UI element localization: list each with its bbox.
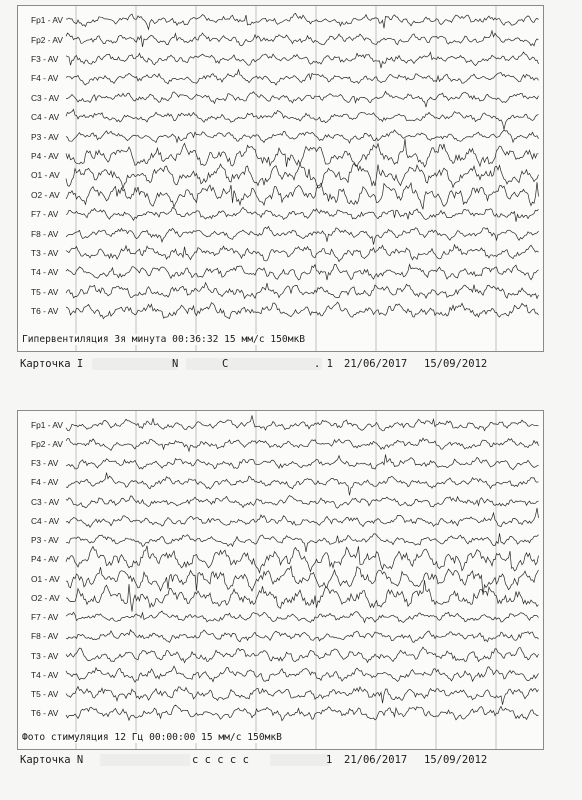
record-date: 21/06/2017 — [344, 754, 408, 766]
eeg-channel-trace — [66, 245, 539, 262]
channel-label: C3 - AV — [31, 93, 60, 103]
channel-label: Fp2 - AV — [31, 439, 63, 449]
eeg-channel-trace — [66, 207, 539, 221]
card-mid: С — [222, 358, 229, 370]
channel-label: P4 - AV — [31, 151, 59, 161]
channel-label: Fp1 - AV — [31, 420, 63, 430]
recording-caption: Гипервентиляция 3я минута 00:36:32 15 мм/с 150мкВ — [22, 334, 306, 345]
eeg-channel-trace — [66, 31, 539, 47]
eeg-channel-trace — [66, 473, 539, 496]
eeg-channel-trace — [66, 533, 539, 552]
channel-labels-top — [18, 6, 64, 351]
eeg-channel-trace — [66, 302, 539, 319]
card-mid: с с с с с — [192, 754, 249, 766]
channel-label: P3 - AV — [31, 132, 59, 142]
eeg-channel-trace — [66, 496, 539, 509]
eeg-channel-trace — [66, 687, 539, 705]
eeg-channel-trace — [66, 415, 539, 430]
eeg-channel-trace — [66, 455, 539, 470]
eeg-traces-top — [18, 6, 543, 351]
eeg-channel-trace — [66, 109, 539, 129]
eeg-page-top — [17, 5, 544, 352]
channel-label: F4 - AV — [31, 73, 59, 83]
channel-label: C3 - AV — [31, 497, 60, 507]
eeg-traces-bottom — [18, 411, 543, 749]
channel-label: T4 - AV — [31, 670, 59, 680]
channel-label: O2 - AV — [31, 593, 60, 603]
channel-label: F4 - AV — [31, 477, 59, 487]
eeg-channel-trace — [66, 163, 539, 188]
birth-date: 15/09/2012 — [424, 358, 488, 370]
channel-label: T5 - AV — [31, 689, 59, 699]
record-date: 21/06/2017 — [344, 358, 408, 370]
channel-label: O2 - AV — [31, 190, 60, 200]
eeg-page-bottom — [17, 410, 544, 750]
channel-label: Fp1 - AV — [31, 15, 63, 25]
eeg-channel-trace — [66, 52, 539, 68]
eeg-channel-trace — [66, 630, 539, 643]
redacted-field — [186, 358, 236, 370]
card-number: 1 — [326, 754, 333, 766]
eeg-channel-trace — [66, 566, 539, 595]
channel-label: T6 - AV — [31, 306, 59, 316]
channel-label: P4 - AV — [31, 554, 59, 564]
eeg-channel-trace — [66, 705, 539, 721]
eeg-channel-trace — [66, 647, 539, 663]
channel-label: C4 - AV — [31, 516, 60, 526]
channel-labels-bottom — [18, 411, 64, 749]
eeg-channel-trace — [66, 666, 539, 682]
card-letter: N — [172, 358, 179, 370]
channel-label: T3 - AV — [31, 248, 59, 258]
channel-label: F3 - AV — [31, 54, 59, 64]
eeg-channel-trace — [66, 227, 539, 245]
channel-label: F7 - AV — [31, 209, 59, 219]
channel-label: F8 - AV — [31, 229, 59, 239]
channel-label: O1 - AV — [31, 170, 60, 180]
redacted-field — [236, 358, 322, 370]
eeg-channel-trace — [66, 546, 539, 573]
redacted-name — [100, 754, 190, 766]
channel-label: O1 - AV — [31, 574, 60, 584]
card-label: Карточка N — [20, 754, 84, 766]
eeg-channel-trace — [66, 13, 539, 29]
channel-label: P3 - AV — [31, 535, 59, 545]
eeg-channel-trace — [66, 611, 539, 623]
redacted-field — [270, 754, 333, 766]
eeg-channel-trace — [66, 130, 539, 143]
channel-label: F3 - AV — [31, 458, 59, 468]
channel-label: F7 - AV — [31, 612, 59, 622]
channel-label: T6 - AV — [31, 708, 59, 718]
eeg-channel-trace — [66, 182, 539, 209]
eeg-channel-trace — [66, 139, 539, 167]
eeg-channel-trace — [66, 508, 539, 527]
eeg-channel-trace — [66, 91, 539, 107]
eeg-channel-trace — [66, 283, 539, 299]
channel-label: Fp2 - AV — [31, 35, 63, 45]
birth-date: 15/09/2012 — [424, 754, 488, 766]
channel-label: T4 - AV — [31, 267, 59, 277]
channel-label: C4 - AV — [31, 112, 60, 122]
redacted-name — [92, 358, 178, 370]
recording-caption: Фото стимуляция 12 Гц 00:00:00 15 мм/с 150мкВ — [22, 732, 282, 743]
channel-label: T3 - AV — [31, 651, 59, 661]
card-number: . 1 — [314, 358, 333, 370]
eeg-channel-trace — [66, 70, 539, 85]
channel-label: T5 - AV — [31, 287, 59, 297]
eeg-channel-trace — [66, 264, 539, 280]
card-label: Карточка I — [20, 358, 84, 370]
eeg-channel-trace — [66, 438, 539, 451]
channel-label: F8 - AV — [31, 631, 59, 641]
